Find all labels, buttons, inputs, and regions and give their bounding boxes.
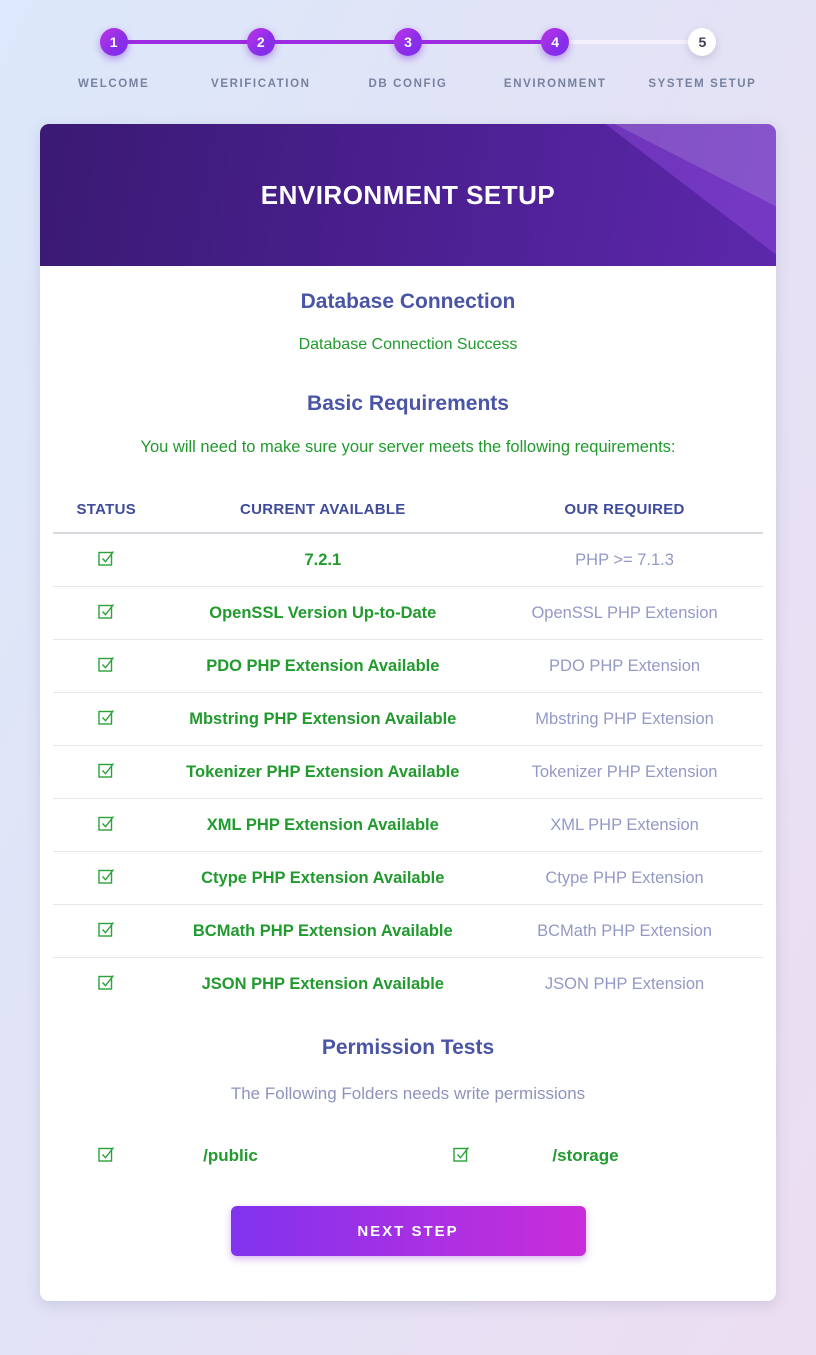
stepper-step-verification[interactable] [187, 28, 334, 90]
our-required-value: Ctype PHP Extension [486, 852, 763, 905]
step-label: DB CONFIG [368, 78, 448, 90]
step-label: WELCOME [77, 78, 150, 90]
progress-stepper [40, 0, 776, 90]
step-number-badge: 4 [541, 28, 569, 56]
table-row [53, 799, 763, 852]
checkbox-checked-icon [97, 1144, 116, 1163]
setup-card [40, 124, 776, 1301]
column-header-current-available: CURRENT AVAILABLE [160, 501, 487, 533]
stepper-step-system-setup[interactable] [629, 28, 776, 90]
step-label: VERIFICATION [211, 78, 311, 90]
stepper-step-db-config[interactable] [334, 28, 481, 90]
our-required-value: Mbstring PHP Extension [486, 693, 763, 746]
our-required-value: JSON PHP Extension [544, 974, 705, 993]
our-required-value: PDO PHP Extension [486, 640, 763, 693]
checkbox-checked-icon [97, 760, 116, 779]
permission-tests-heading: Permission Tests [321, 1036, 495, 1059]
column-header-status: STATUS [53, 501, 160, 533]
table-row [53, 533, 763, 587]
step-number-badge: 2 [247, 28, 275, 56]
checkbox-checked-icon [97, 601, 116, 620]
step-number-badge: 1 [100, 28, 128, 56]
step-label: SYSTEM SETUP [648, 78, 757, 90]
table-row [53, 852, 763, 905]
checkbox-checked-icon [97, 654, 116, 673]
current-available-value: Mbstring PHP Extension Available [160, 693, 487, 746]
database-connection-status: Database Connection Success [298, 336, 518, 353]
stepper-step-environment[interactable] [482, 28, 629, 90]
checkbox-checked-icon [97, 866, 116, 885]
table-row [53, 958, 763, 1011]
checkbox-checked-icon [97, 813, 116, 832]
table-row [53, 905, 763, 958]
current-available-value: Tokenizer PHP Extension Available [160, 746, 487, 799]
page-title: ENVIRONMENT SETUP [260, 179, 556, 210]
table-row [53, 640, 763, 693]
table-row [53, 746, 763, 799]
table-row [53, 693, 763, 746]
current-available-value: BCMath PHP Extension Available [160, 905, 487, 958]
checkbox-checked-icon [97, 548, 116, 567]
our-required-value: XML PHP Extension [486, 799, 763, 852]
folder-path: /storage [552, 1146, 619, 1165]
requirements-table [53, 501, 763, 1010]
current-available-value: Ctype PHP Extension Available [160, 852, 487, 905]
our-required-value: Tokenizer PHP Extension [486, 746, 763, 799]
column-header-our-required: OUR REQUIRED [486, 501, 763, 533]
our-required-value: OpenSSL PHP Extension [486, 587, 763, 640]
current-available-value: PDO PHP Extension Available [160, 640, 487, 693]
table-row [53, 587, 763, 640]
permission-folders-row [53, 1144, 763, 1168]
checkbox-checked-icon [452, 1144, 471, 1163]
step-number-badge: 3 [394, 28, 422, 56]
permission-item-storage [408, 1144, 763, 1168]
permission-item-public [53, 1144, 408, 1168]
stepper-step-welcome[interactable] [40, 28, 187, 90]
basic-requirements-heading: Basic Requirements [307, 392, 509, 415]
database-connection-heading: Database Connection [300, 290, 516, 313]
current-available-value: OpenSSL Version Up-to-Date [160, 587, 487, 640]
checkbox-checked-icon [97, 919, 116, 938]
card-body [40, 266, 776, 1301]
current-available-value: JSON PHP Extension Available [201, 974, 444, 993]
our-required-value: BCMath PHP Extension [486, 905, 763, 958]
checkbox-checked-icon [97, 972, 116, 991]
step-number-badge: 5 [688, 28, 716, 56]
card-header [40, 124, 776, 266]
table-header-row [53, 501, 763, 533]
folder-path: /public [203, 1146, 258, 1165]
requirements-description: You will need to make sure your server meets the following requirements: [140, 438, 676, 456]
current-available-value: 7.2.1 [160, 533, 487, 587]
step-label: ENVIRONMENT [503, 78, 607, 90]
current-available-value: XML PHP Extension Available [160, 799, 487, 852]
next-step-button[interactable]: NEXT STEP [231, 1206, 586, 1256]
checkbox-checked-icon [97, 707, 116, 726]
our-required-value: PHP >= 7.1.3 [486, 533, 763, 587]
permissions-description: The Following Folders needs write permissions [230, 1084, 586, 1103]
